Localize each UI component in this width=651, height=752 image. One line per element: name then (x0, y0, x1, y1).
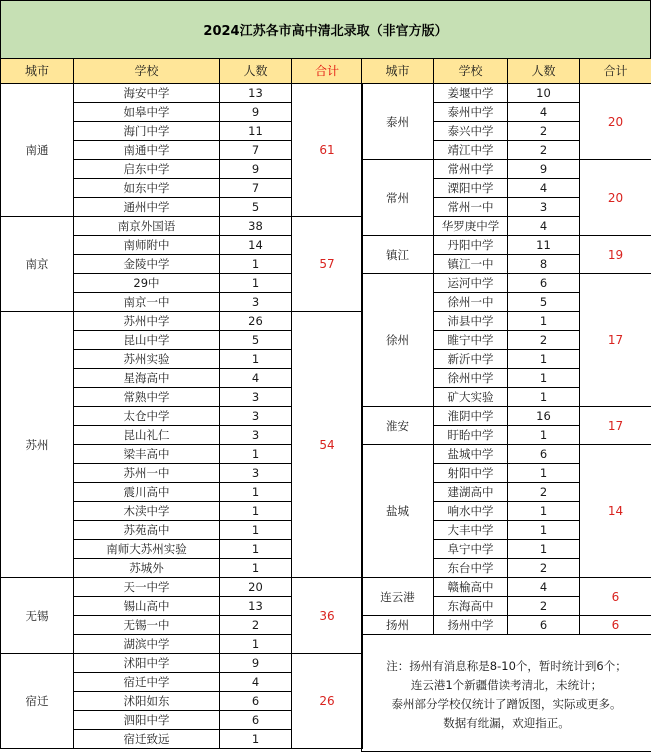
left-header-row (1, 59, 363, 84)
school-cell: 海安中学 (74, 84, 220, 103)
school-cell: 29中 (74, 274, 220, 293)
total-cell: 19 (580, 236, 651, 274)
city-cell: 南京 (1, 217, 74, 312)
count-cell: 1 (508, 502, 580, 521)
school-cell: 华罗庚中学 (434, 217, 508, 236)
header-school: 学校 (434, 59, 508, 84)
left-table (0, 58, 363, 749)
school-cell: 金陵中学 (74, 255, 220, 274)
table-row (1, 84, 363, 103)
city-cell: 泰州 (362, 84, 434, 160)
school-cell: 湖滨中学 (74, 635, 220, 654)
count-cell: 38 (220, 217, 292, 236)
school-cell: 射阳中学 (434, 464, 508, 483)
school-cell: 常熟中学 (74, 388, 220, 407)
count-cell: 9 (220, 103, 292, 122)
table-row (1, 578, 363, 597)
school-cell: 星海高中 (74, 369, 220, 388)
count-cell: 4 (220, 673, 292, 692)
school-cell: 大丰中学 (434, 521, 508, 540)
count-cell: 2 (508, 122, 580, 141)
school-cell: 徐州一中 (434, 293, 508, 312)
count-cell: 1 (220, 521, 292, 540)
count-cell: 14 (220, 236, 292, 255)
count-cell: 13 (220, 84, 292, 103)
count-cell: 3 (220, 464, 292, 483)
school-cell: 阜宁中学 (434, 540, 508, 559)
school-cell: 丹阳中学 (434, 236, 508, 255)
count-cell: 1 (508, 540, 580, 559)
school-cell: 南京一中 (74, 293, 220, 312)
school-cell: 苏州实验 (74, 350, 220, 369)
count-cell: 6 (508, 445, 580, 464)
school-cell: 常州中学 (434, 160, 508, 179)
total-cell: 20 (580, 84, 651, 160)
city-cell: 镇江 (362, 236, 434, 274)
school-cell: 昆山中学 (74, 331, 220, 350)
city-cell: 苏州 (1, 312, 74, 578)
school-cell: 梁丰高中 (74, 445, 220, 464)
school-cell: 启东中学 (74, 160, 220, 179)
school-cell: 天一中学 (74, 578, 220, 597)
table-row (362, 84, 651, 103)
school-cell: 响水中学 (434, 502, 508, 521)
school-cell: 震川高中 (74, 483, 220, 502)
count-cell: 9 (508, 160, 580, 179)
notes-cell (362, 635, 651, 752)
count-cell: 4 (508, 578, 580, 597)
school-cell: 盱眙中学 (434, 426, 508, 445)
school-cell: 泰州中学 (434, 103, 508, 122)
table-row (362, 160, 651, 179)
school-cell: 无锡一中 (74, 616, 220, 635)
header-count: 人数 (508, 59, 580, 84)
count-cell: 3 (220, 407, 292, 426)
count-cell: 6 (508, 616, 580, 635)
count-cell: 1 (220, 445, 292, 464)
school-cell: 如东中学 (74, 179, 220, 198)
count-cell: 11 (220, 122, 292, 141)
count-cell: 1 (508, 312, 580, 331)
count-cell: 1 (508, 388, 580, 407)
header-school: 学校 (74, 59, 220, 84)
city-cell: 盐城 (362, 445, 434, 578)
school-cell: 东海高中 (434, 597, 508, 616)
school-cell: 徐州中学 (434, 369, 508, 388)
total-cell: 14 (580, 445, 651, 578)
total-cell: 61 (292, 84, 363, 217)
header-city: 城市 (1, 59, 74, 84)
school-cell: 姜堰中学 (434, 84, 508, 103)
school-cell: 扬州中学 (434, 616, 508, 635)
city-cell: 连云港 (362, 578, 434, 616)
school-cell: 东台中学 (434, 559, 508, 578)
total-cell: 26 (292, 654, 363, 749)
count-cell: 7 (220, 141, 292, 160)
count-cell: 1 (220, 483, 292, 502)
school-cell: 苏州中学 (74, 312, 220, 331)
count-cell: 1 (220, 274, 292, 293)
count-cell: 2 (508, 141, 580, 160)
school-cell: 南通中学 (74, 141, 220, 160)
table-row (362, 407, 651, 426)
note-line: 数据有纰漏，欢迎指正。 (362, 714, 651, 733)
count-cell: 1 (508, 521, 580, 540)
total-cell: 36 (292, 578, 363, 654)
school-cell: 通州中学 (74, 198, 220, 217)
total-cell: 54 (292, 312, 363, 578)
table-row (1, 654, 363, 673)
school-cell: 建湖高中 (434, 483, 508, 502)
header-city: 城市 (362, 59, 434, 84)
school-cell: 南师大苏州实验 (74, 540, 220, 559)
count-cell: 4 (508, 179, 580, 198)
right-table (361, 58, 651, 752)
school-cell: 海门中学 (74, 122, 220, 141)
school-cell: 如皋中学 (74, 103, 220, 122)
school-cell: 赣榆高中 (434, 578, 508, 597)
count-cell: 1 (220, 559, 292, 578)
school-cell: 沭阳如东 (74, 692, 220, 711)
count-cell: 7 (220, 179, 292, 198)
school-cell: 锡山高中 (74, 597, 220, 616)
table-row (362, 578, 651, 597)
total-cell: 17 (580, 274, 651, 407)
count-cell: 4 (220, 369, 292, 388)
notes-row (362, 635, 651, 752)
count-cell: 1 (508, 369, 580, 388)
city-cell: 宿迁 (1, 654, 74, 749)
total-cell: 6 (580, 578, 651, 616)
school-cell: 运河中学 (434, 274, 508, 293)
count-cell: 3 (220, 426, 292, 445)
school-cell: 宿迁中学 (74, 673, 220, 692)
total-cell: 17 (580, 407, 651, 445)
note-line: 注：扬州有消息称是8-10个，暂时统计到6个； (362, 657, 651, 676)
table-row (362, 445, 651, 464)
count-cell: 26 (220, 312, 292, 331)
table-row (1, 312, 363, 331)
count-cell: 6 (508, 274, 580, 293)
school-cell: 靖江中学 (434, 141, 508, 160)
school-cell: 镇江一中 (434, 255, 508, 274)
count-cell: 1 (220, 350, 292, 369)
school-cell: 南京外国语 (74, 217, 220, 236)
school-cell: 木渎中学 (74, 502, 220, 521)
right-header-row (362, 59, 651, 84)
school-cell: 苏州一中 (74, 464, 220, 483)
table-row (362, 236, 651, 255)
city-cell: 无锡 (1, 578, 74, 654)
count-cell: 1 (508, 464, 580, 483)
count-cell: 4 (508, 217, 580, 236)
school-cell: 泗阳中学 (74, 711, 220, 730)
count-cell: 3 (508, 198, 580, 217)
count-cell: 10 (508, 84, 580, 103)
city-cell: 南通 (1, 84, 74, 217)
school-cell: 淮阴中学 (434, 407, 508, 426)
count-cell: 13 (220, 597, 292, 616)
school-cell: 宿迁致远 (74, 730, 220, 749)
city-cell: 徐州 (362, 274, 434, 407)
school-cell: 昆山礼仁 (74, 426, 220, 445)
school-cell: 新沂中学 (434, 350, 508, 369)
table-row (362, 616, 651, 635)
count-cell: 4 (508, 103, 580, 122)
note-line: 连云港1个新疆借读考清北，未统计； (362, 676, 651, 695)
school-cell: 沭阳中学 (74, 654, 220, 673)
count-cell: 1 (220, 730, 292, 749)
city-cell: 常州 (362, 160, 434, 236)
count-cell: 5 (508, 293, 580, 312)
header-count: 人数 (220, 59, 292, 84)
sheet-title: 2024江苏各市高中清北录取（非官方版） (0, 0, 651, 59)
school-cell: 常州一中 (434, 198, 508, 217)
table-row (362, 274, 651, 293)
school-cell: 南师附中 (74, 236, 220, 255)
total-cell: 6 (580, 616, 651, 635)
city-cell: 淮安 (362, 407, 434, 445)
school-cell: 睢宁中学 (434, 331, 508, 350)
count-cell: 5 (220, 331, 292, 350)
school-cell: 泰兴中学 (434, 122, 508, 141)
count-cell: 11 (508, 236, 580, 255)
count-cell: 2 (508, 331, 580, 350)
school-cell: 苏城外 (74, 559, 220, 578)
count-cell: 1 (220, 540, 292, 559)
count-cell: 6 (220, 692, 292, 711)
count-cell: 3 (220, 293, 292, 312)
count-cell: 2 (220, 616, 292, 635)
count-cell: 1 (508, 350, 580, 369)
school-cell: 太仓中学 (74, 407, 220, 426)
count-cell: 2 (508, 483, 580, 502)
count-cell: 2 (508, 597, 580, 616)
count-cell: 9 (220, 654, 292, 673)
count-cell: 8 (508, 255, 580, 274)
total-cell: 20 (580, 160, 651, 236)
count-cell: 6 (220, 711, 292, 730)
total-cell: 57 (292, 217, 363, 312)
school-cell: 矿大实验 (434, 388, 508, 407)
note-line: 泰州部分学校仅统计了蹭饭图，实际或更多。 (362, 695, 651, 714)
city-cell: 扬州 (362, 616, 434, 635)
school-cell: 盐城中学 (434, 445, 508, 464)
school-cell: 沛县中学 (434, 312, 508, 331)
count-cell: 1 (220, 635, 292, 654)
count-cell: 2 (508, 559, 580, 578)
count-cell: 20 (220, 578, 292, 597)
count-cell: 3 (220, 388, 292, 407)
school-cell: 苏苑高中 (74, 521, 220, 540)
header-total: 合计 (580, 59, 651, 84)
count-cell: 1 (220, 255, 292, 274)
table-row (1, 217, 363, 236)
count-cell: 1 (220, 502, 292, 521)
school-cell: 溧阳中学 (434, 179, 508, 198)
count-cell: 9 (220, 160, 292, 179)
count-cell: 5 (220, 198, 292, 217)
count-cell: 1 (508, 426, 580, 445)
count-cell: 16 (508, 407, 580, 426)
header-total: 合计 (292, 59, 363, 84)
